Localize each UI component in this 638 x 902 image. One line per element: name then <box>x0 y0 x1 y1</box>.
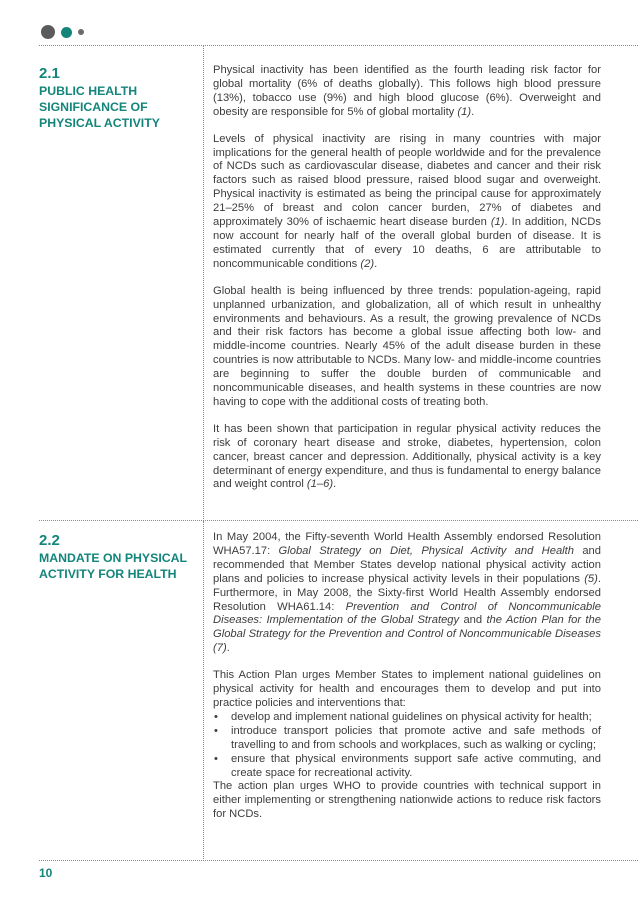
italic-run: the Action Plan for the Global Strategy for the Prevention and Control of Noncommunicable Diseases (7) <box>213 614 601 655</box>
italic-run: (1) <box>457 105 472 118</box>
rule-top <box>39 45 638 46</box>
dot-medium <box>61 27 72 38</box>
rule-vertical-1 <box>203 46 204 519</box>
paragraph-intro: This Action Plan urges Member States to implement national guidelines on physical activity for health and encourages them to develop and put into practice policies and interventions that: <box>213 669 601 709</box>
section-body-2-1 <box>213 64 601 505</box>
section-number: 2.1 <box>39 65 60 82</box>
section-title: MANDATE ON PHYSICAL ACTIVITY FOR HEALTH <box>39 551 187 581</box>
text-run: Levels of physical inactivity are rising in many countries with major implications for the general health of people worldwide and for the prevalence of NCDs such as cardiovascular disease, diabetes and cancer and their risk factors such as raised blood pressure, raised blood sugar and overweight. Physical inactivity is estimated as being the principal cause for approximately 21–25% of breast and colon cancer burden, 27% of diabetes and approximately 30% of ischaemic heart disease burden <box>213 132 601 229</box>
text-run: . <box>471 105 475 118</box>
italic-run: Global Strategy on Diet, Physical Activity and Health <box>278 544 574 557</box>
italic-run: (1–6) <box>306 478 334 491</box>
text-run: . <box>333 478 337 491</box>
section-heading-2-2 <box>39 532 189 582</box>
text-run: In May 2004, the Fifty-seventh World Health Assembly endorsed Resolution WHA57.17: <box>213 531 601 557</box>
paragraph <box>213 285 601 410</box>
list-item: • introduce transport policies that promote active and safe methods of travelling to and from schools and workplaces, such as walking or cycling; <box>213 725 601 753</box>
italic-run: (5) <box>584 572 598 585</box>
paragraph <box>213 133 601 272</box>
text-run: . Furthermore, in May 2008, the Sixty-first World Health Assembly endorsed Resolution WHA61.14: <box>213 572 601 613</box>
rule-middle <box>39 520 638 521</box>
italic-run: Prevention and Control of Noncommunicable Diseases: Implementation of the Global Strategy <box>213 600 601 627</box>
italic-run: (1) <box>490 216 505 229</box>
bullet-list <box>213 711 601 781</box>
list-item: • develop and implement national guidelines on physical activity for health; <box>213 711 601 725</box>
rule-vertical-2 <box>203 521 204 859</box>
header-dots <box>41 25 90 39</box>
list-item: • ensure that physical environments support safe active commuting, and create space for recreational activity. <box>213 753 601 781</box>
dot-small <box>78 29 84 35</box>
section-number: 2.2 <box>39 532 60 549</box>
paragraph <box>213 423 601 493</box>
paragraph <box>213 531 601 656</box>
text-run: . In addition, NCDs now account for nearly half of the overall global burden of disease. It is estimated currently that of every 10 deaths, 6 are attributable to noncommunicable conditions <box>213 216 601 270</box>
paragraph <box>213 64 601 120</box>
paragraph-closing: The action plan urges WHO to provide countries with technical support in either implementing or strengthening nationwide actions to reduce risk factors for NCDs. <box>213 780 601 821</box>
text-run: and recommended that Member States develop national physical activity action plans and policies to increase physical activity levels in their populations <box>213 544 601 585</box>
section-heading-2-1 <box>39 65 189 131</box>
dot-large <box>41 25 55 39</box>
text-run: . <box>226 642 230 655</box>
section-body-2-2 <box>213 531 601 822</box>
rule-bottom <box>39 860 638 861</box>
text-run: . <box>374 257 378 270</box>
text-run: Global health is being influenced by three trends: population-ageing, rapid unplanned urbanization, and globalization, all of which result in unhealthy environments and behaviours. As a result, the growing prevalence of NCDs and their risk factors has become a global issue affecting both low- and middle-income countries. Nearly 45% of the adult disease burden in these countries is now attributable to NCDs. Many low- and middle-income countries are beginning to suffer the double burden of communicable and noncommunicable diseases, and health systems in these countries are now having to cope with the additional costs of treating both. <box>213 284 601 408</box>
text-run: and <box>459 614 487 627</box>
text-run: It has been shown that participation in regular physical activity reduces the risk of coronary heart disease and stroke, diabetes, hypertension, colon cancer, breast cancer and depression. Additionally, physical activity is a key determinant of energy expenditure, and thus is fundamental to energy balance and weight control <box>213 422 601 491</box>
section-title: PUBLIC HEALTH SIGNIFICANCE OF PHYSICAL ACTIVITY <box>39 84 160 130</box>
text-run: Physical inactivity has been identified as the fourth leading risk factor for global mortality (6% of deaths globally). This follows high blood pressure (13%), tobacco use (9%) and high blood glucose (6%). Overweight and obesity are responsible for 5% of global mortality <box>213 64 601 118</box>
page-number: 10 <box>39 866 53 880</box>
italic-run: (2) <box>360 257 375 270</box>
